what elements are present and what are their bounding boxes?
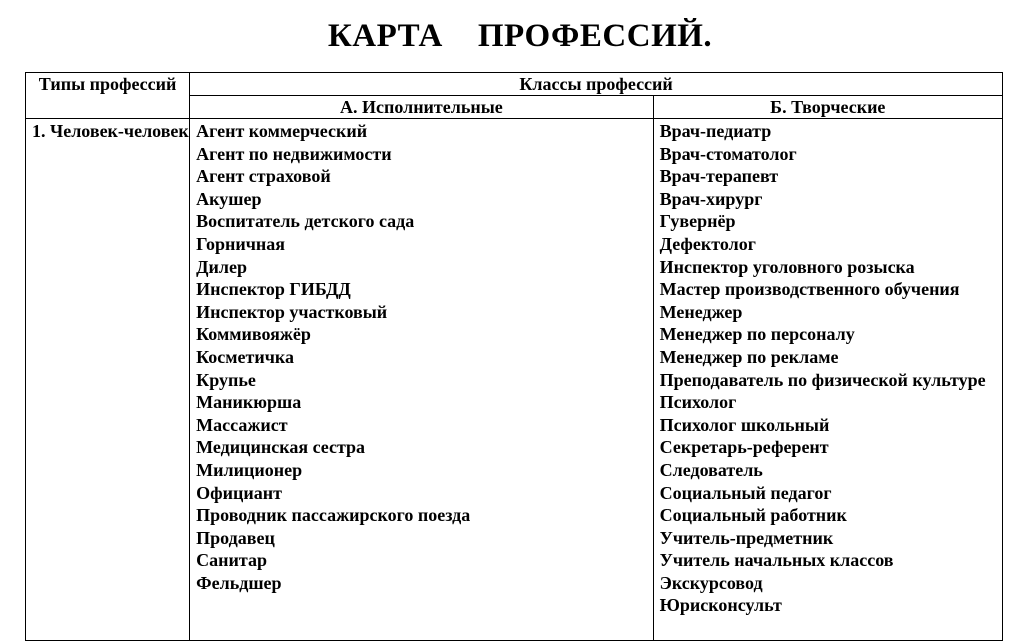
list-item: Крупье — [196, 369, 256, 390]
list-item: Инспектор ГИБДД — [196, 279, 351, 300]
list-item: Акушер — [196, 188, 262, 209]
class-b-list — [653, 119, 1002, 641]
list-item: Продавец — [196, 527, 275, 548]
type-cell: 1. Человек-человек — [26, 119, 190, 641]
list-item: Менеджер — [659, 301, 743, 322]
professions-table — [25, 72, 1003, 641]
list-item: Агент страховой — [196, 166, 331, 187]
list-item: Маникюрша — [196, 392, 302, 413]
list-item: Фельдшер — [196, 572, 282, 593]
table-row — [26, 119, 1003, 641]
header-class-a: А. Исполнительные — [190, 96, 653, 119]
list-item: Инспектор уголовного розыска — [659, 256, 915, 277]
class-a-list — [190, 119, 653, 641]
header-types: Типы профессий — [26, 73, 190, 119]
list-item: Следователь — [659, 459, 763, 480]
list-item: Коммивояжёр — [196, 324, 311, 345]
list-item: Дефектолог — [659, 233, 756, 254]
list-item: Агент по недвижимости — [196, 143, 392, 164]
header-class-b: Б. Творческие — [653, 96, 1002, 119]
list-item: Инспектор участковый — [196, 301, 388, 322]
header-row-1 — [26, 73, 1003, 96]
list-item: Мастер производственного обучения — [659, 279, 960, 300]
list-item: Медицинская сестра — [196, 437, 366, 458]
list-item: Санитар — [196, 550, 267, 571]
list-item: Экскурсовод — [659, 572, 763, 593]
list-item: Учитель-предметник — [659, 527, 834, 548]
list-item: Преподаватель по физической культуре — [659, 369, 986, 390]
list-item: Социальный работник — [659, 505, 847, 526]
list-item: Психолог школьный — [659, 414, 830, 435]
document-title: КАРТА ПРОФЕССИЙ. — [327, 18, 713, 54]
list-item: Милиционер — [196, 459, 303, 480]
list-item: Официант — [196, 482, 282, 503]
list-item: Гувернёр — [659, 211, 736, 232]
list-item: Учитель начальных классов — [659, 550, 894, 571]
list-item: Врач-терапевт — [659, 166, 779, 187]
list-item: Дилер — [196, 256, 248, 277]
list-item: Массажист — [196, 414, 288, 435]
list-item: Косметичка — [196, 346, 295, 367]
list-item: Врач-стоматолог — [659, 143, 797, 164]
list-item: Менеджер по персоналу — [659, 324, 855, 345]
list-item: Воспитатель детского сада — [196, 211, 415, 232]
list-item: Психолог — [659, 392, 737, 413]
list-item: Социальный педагог — [659, 482, 832, 503]
header-classes: Классы профессий — [190, 73, 1003, 96]
list-item: Секретарь-референт — [659, 437, 829, 458]
list-item: Горничная — [196, 233, 286, 254]
list-item: Менеджер по рекламе — [659, 346, 839, 367]
list-item: Врач-педиатр — [659, 121, 772, 141]
list-item: Врач-хирург — [659, 188, 763, 209]
list-item: Агент коммерческий — [196, 121, 368, 141]
list-item: Проводник пассажирского поезда — [196, 505, 471, 526]
list-item: Юрисконсульт — [659, 595, 782, 616]
